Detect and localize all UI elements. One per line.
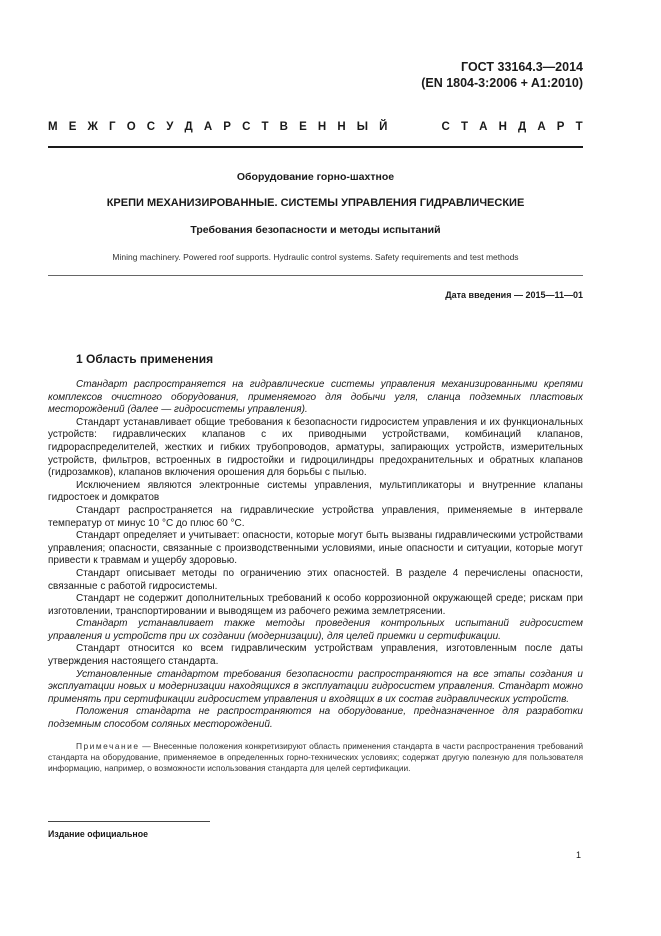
heading-letter: М — [48, 121, 58, 133]
page-number: 1 — [575, 850, 581, 860]
heading-rule — [48, 146, 583, 148]
paragraph: Положения стандарта не распространяются на оборудование, предназначенное для разработки подземным способом соляных месторождений. — [48, 706, 583, 731]
paragraph: Стандарт относится ко всем гидравлическим устройствам управления, изготовленным после даты утверждения настоящего стандарта. — [48, 643, 583, 668]
note-text: — Внесенные положения конкретизируют область применения стандарта в части распространения требований стандарта на оборудование, применяемое в определенных горно-технических условиях; содержат другую полезную для пользователя информацию, например, о возможности использования стандарта для целей сертификации. — [48, 740, 583, 774]
footer-rule — [48, 821, 210, 822]
official-edition: Издание официальное — [48, 829, 148, 839]
heading-letter — [413, 121, 416, 133]
standard-title: КРЕПИ МЕХАНИЗИРОВАННЫЕ. СИСТЕМЫ УПРАВЛЕНИЯ ГИДРАВЛИЧЕСКИЕ — [106, 197, 525, 209]
heading-letter: Т — [460, 121, 468, 133]
paragraph: Стандарт определяет и учитывает: опасности, которые могут быть вызваны гидравлическими устройствами управления; опасности, связанные с производственными условиями, иные опасности и ситуации, которые могут привести к травмам и ущербу здоровью. — [48, 530, 583, 567]
heading-letter: Н — [337, 121, 346, 133]
heading-letter — [399, 121, 402, 133]
paragraph: Стандарт распространяется на гидравлические устройства управления, применяемые в интервале температур от минус 10 °С до плюс 60 °С. — [48, 504, 583, 529]
section-body — [48, 379, 583, 774]
heading-letter: А — [537, 121, 546, 133]
heading-letter: Т — [575, 121, 583, 133]
paragraph: Стандарт устанавливает также методы проведения контрольных испытаний гидросистем управления и устройств при их создании (модернизации), для целей приемки и сертификации. — [48, 618, 583, 642]
heading-letter: С — [146, 121, 156, 133]
heading-letter: В — [279, 121, 288, 133]
heading-letter: Д — [184, 121, 193, 133]
heading-letter: Г — [109, 121, 116, 133]
introduction-date: Дата введения — 2015—11—01 — [445, 290, 583, 300]
paragraph: Стандарт распространяется на гидравлические системы управления механизированными крепями комплексов очистного оборудования, применяемого для добычи угля, сланца подземных пластовых месторождений (далее — гидросистемы управления). — [48, 379, 583, 416]
note — [48, 741, 583, 775]
paragraph: Стандарт описывает методы по ограничению этих опасностей. В разделе 4 перечислены опасности, связанные с работой гидросистемы. — [48, 567, 583, 592]
heading-letter: Е — [299, 121, 307, 133]
paragraph: Исключением являются электронные системы управления, мультипликаторы и внутренние клапаны гидростоек и домкратов — [48, 479, 583, 504]
heading-letter: Р — [556, 121, 565, 133]
heading-letter: Ж — [87, 121, 98, 133]
heading-letter: Й — [379, 121, 388, 133]
heading-letter: У — [166, 121, 174, 133]
paragraph: Стандарт не содержит дополнительных требований к особо коррозионной окружающей среде; рискам при изготовлении, транспортировании и выводящем из рабочего режима землетрясении. — [48, 593, 583, 617]
gost-number: ГОСТ 33164.3—2014 — [461, 60, 583, 74]
paragraph: Установленные стандартом требования безопасности распространяются на все этапы создания и эксплуатации новых и модернизации находящихся в эксплуатации гидросистем управления. Стандарт можно применять при сертификации гидросистем управления и входящих в их состав гидравлических устройств. — [48, 668, 583, 705]
standard-designation — [421, 59, 583, 91]
heading-letter: Р — [223, 121, 231, 133]
standard-subtitle: Требования безопасности и методы испытаний — [190, 224, 441, 236]
heading-letter: С — [441, 121, 450, 133]
heading-letter: А — [479, 121, 488, 133]
en-reference: (EN 1804-3:2006 + A1:2010) — [421, 76, 583, 90]
interstate-standard-heading — [48, 121, 583, 133]
title-rule — [48, 275, 583, 276]
heading-letter: О — [126, 121, 136, 133]
paragraph: Стандарт устанавливает общие требования к безопасности гидросистем управления и их функциональных устройств: гидравлических клапанов с их приводными устройствами, комбинаций клапанов, гидрораспределителей, жестких и гибких трубопроводов, арматуры, запирающих устройств, измерительных устройств, фильтров, встроенных в гидростойки и гидроцилиндры предохранительных и обратных клапанов (гидрозамков), клапанов включения орошения для борьбы с пылью. — [48, 416, 583, 479]
heading-letter: Н — [317, 121, 327, 133]
heading-letter: Н — [498, 121, 507, 133]
note-label: Примечание — [76, 740, 140, 751]
english-title: Mining machinery. Powered roof supports. Hydraulic control systems. Safety requirements and test methods — [112, 252, 519, 262]
heading-letter: С — [242, 121, 251, 133]
heading-letter: Ы — [356, 121, 369, 133]
heading-letter — [427, 121, 430, 133]
heading-letter: Т — [261, 121, 269, 133]
heading-letter: А — [203, 121, 213, 133]
heading-letter: Д — [518, 121, 527, 133]
section-heading: 1 Область применения — [76, 352, 214, 366]
heading-letter: Е — [68, 121, 77, 133]
standard-category: Оборудование горно-шахтное — [236, 171, 395, 183]
